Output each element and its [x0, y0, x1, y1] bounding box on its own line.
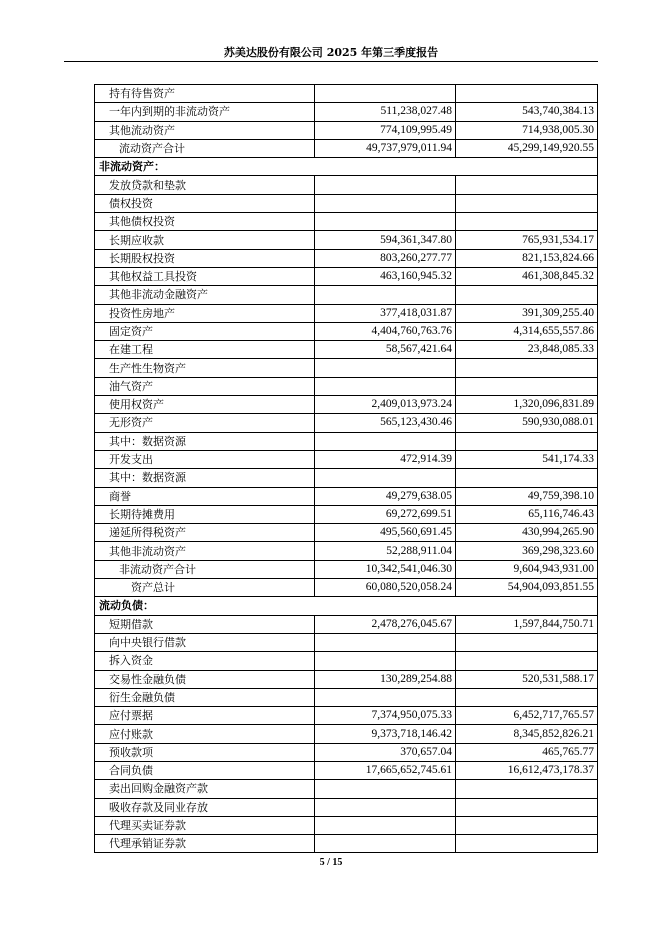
- row-label: 油气资产: [95, 377, 315, 395]
- value-prior-period: 49,759,398.10: [456, 487, 598, 505]
- value-prior-period: [456, 359, 598, 377]
- value-prior-period: [456, 816, 598, 834]
- row-label: 开发支出: [95, 450, 315, 468]
- balance-sheet-body: [95, 85, 598, 853]
- value-current-period: 594,361,347.80: [315, 231, 456, 249]
- value-current-period: 2,409,013,973.24: [315, 396, 456, 414]
- table-row: [95, 267, 598, 285]
- value-prior-period: 520,531,588.17: [456, 670, 598, 688]
- row-label: 拆入资金: [95, 652, 315, 670]
- table-row: [95, 396, 598, 414]
- value-prior-period: [456, 176, 598, 194]
- value-prior-period: 1,320,096,831.89: [456, 396, 598, 414]
- table-row: [95, 615, 598, 633]
- value-current-period: [315, 816, 456, 834]
- balance-sheet-table: [94, 84, 598, 853]
- table-row: [95, 249, 598, 267]
- table-row: [95, 322, 598, 340]
- table-row: [95, 469, 598, 487]
- report-header-title: 苏美达股份有限公司 2025 年第三季度报告: [223, 46, 439, 59]
- value-prior-period: 465,765.77: [456, 743, 598, 761]
- value-current-period: 803,260,277.77: [315, 249, 456, 267]
- value-prior-period: [456, 835, 598, 853]
- value-current-period: [315, 194, 456, 212]
- table-row: [95, 103, 598, 121]
- section-title: 流动负债：: [95, 597, 598, 615]
- value-prior-period: [456, 194, 598, 212]
- row-label: 使用权资产: [95, 396, 315, 414]
- value-prior-period: 4,314,655,557.86: [456, 322, 598, 340]
- table-row: [95, 194, 598, 212]
- value-prior-period: 9,604,943,931.00: [456, 560, 598, 578]
- table-row: [95, 286, 598, 304]
- value-current-period: 472,914.39: [315, 450, 456, 468]
- row-label: 递延所得税资产: [95, 524, 315, 542]
- table-row: [95, 377, 598, 395]
- table-row: [95, 743, 598, 761]
- value-current-period: 10,342,541,046.30: [315, 560, 456, 578]
- row-label: 一年内到期的非流动资产: [95, 103, 315, 121]
- row-label: 合同负债: [95, 761, 315, 779]
- row-label: 流动资产合计: [95, 139, 315, 157]
- section-header-row: [95, 597, 598, 615]
- row-label: 短期借款: [95, 615, 315, 633]
- value-prior-period: 765,931,534.17: [456, 231, 598, 249]
- value-current-period: 60,080,520,058.24: [315, 579, 456, 597]
- table-row: [95, 524, 598, 542]
- value-current-period: 4,404,760,763.76: [315, 322, 456, 340]
- table-row: [95, 231, 598, 249]
- table-row: [95, 414, 598, 432]
- value-prior-period: [456, 85, 598, 103]
- row-label: 其他流动资产: [95, 121, 315, 139]
- table-row: [95, 725, 598, 743]
- row-label: 长期待摊费用: [95, 505, 315, 523]
- value-current-period: 511,238,027.48: [315, 103, 456, 121]
- row-label: 长期股权投资: [95, 249, 315, 267]
- value-prior-period: 65,116,746.43: [456, 505, 598, 523]
- value-current-period: [315, 688, 456, 706]
- value-prior-period: [456, 469, 598, 487]
- row-label: 向中央银行借款: [95, 633, 315, 651]
- table-row: [95, 176, 598, 194]
- value-current-period: [315, 469, 456, 487]
- section-title: 非流动资产：: [95, 158, 598, 176]
- table-row: [95, 633, 598, 651]
- row-label: 非流动资产合计: [95, 560, 315, 578]
- row-label: 预收款项: [95, 743, 315, 761]
- row-label: 无形资产: [95, 414, 315, 432]
- value-prior-period: [456, 286, 598, 304]
- row-label: 其中：数据资源: [95, 432, 315, 450]
- row-label: 长期应收款: [95, 231, 315, 249]
- table-row: [95, 487, 598, 505]
- value-current-period: [315, 780, 456, 798]
- row-label: 发放贷款和垫款: [95, 176, 315, 194]
- value-prior-period: [456, 633, 598, 651]
- value-current-period: 130,289,254.88: [315, 670, 456, 688]
- value-prior-period: 8,345,852,826.21: [456, 725, 598, 743]
- value-current-period: [315, 286, 456, 304]
- row-label: 资产总计: [95, 579, 315, 597]
- value-current-period: [315, 176, 456, 194]
- value-current-period: 58,567,421.64: [315, 341, 456, 359]
- table-row: [95, 835, 598, 853]
- page-number: 5 / 15: [319, 857, 343, 868]
- value-prior-period: 461,308,845.32: [456, 267, 598, 285]
- table-row: [95, 798, 598, 816]
- row-label: 卖出回购金融资产款: [95, 780, 315, 798]
- row-label: 应付账款: [95, 725, 315, 743]
- value-prior-period: 430,994,265.90: [456, 524, 598, 542]
- value-prior-period: 23,848,085.33: [456, 341, 598, 359]
- table-row: [95, 652, 598, 670]
- row-label: 在建工程: [95, 341, 315, 359]
- header-divider: [64, 61, 598, 62]
- table-row: [95, 542, 598, 560]
- value-current-period: [315, 359, 456, 377]
- row-label: 应付票据: [95, 707, 315, 725]
- value-current-period: [315, 835, 456, 853]
- value-prior-period: [456, 688, 598, 706]
- value-current-period: [315, 213, 456, 231]
- value-current-period: [315, 85, 456, 103]
- value-prior-period: 369,298,323.60: [456, 542, 598, 560]
- value-current-period: 774,109,995.49: [315, 121, 456, 139]
- row-label: 其他非流动资产: [95, 542, 315, 560]
- value-current-period: [315, 432, 456, 450]
- value-current-period: [315, 633, 456, 651]
- table-row: [95, 121, 598, 139]
- value-current-period: [315, 652, 456, 670]
- value-prior-period: 45,299,149,920.55: [456, 139, 598, 157]
- table-row: [95, 341, 598, 359]
- row-label: 其他非流动金融资产: [95, 286, 315, 304]
- value-prior-period: 6,452,717,765.57: [456, 707, 598, 725]
- table-row: [95, 432, 598, 450]
- table-row: [95, 761, 598, 779]
- value-current-period: 69,272,699.51: [315, 505, 456, 523]
- value-current-period: 565,123,430.46: [315, 414, 456, 432]
- table-row: [95, 304, 598, 322]
- table-row: [95, 560, 598, 578]
- value-current-period: 52,288,911.04: [315, 542, 456, 560]
- value-prior-period: [456, 213, 598, 231]
- value-prior-period: [456, 780, 598, 798]
- value-prior-period: [456, 377, 598, 395]
- value-current-period: [315, 377, 456, 395]
- value-prior-period: [456, 432, 598, 450]
- value-prior-period: 541,174.33: [456, 450, 598, 468]
- value-prior-period: 1,597,844,750.71: [456, 615, 598, 633]
- value-current-period: 9,373,718,146.42: [315, 725, 456, 743]
- row-label: 固定资产: [95, 322, 315, 340]
- row-label: 其他权益工具投资: [95, 267, 315, 285]
- section-header-row: [95, 158, 598, 176]
- row-label: 衍生金融负债: [95, 688, 315, 706]
- row-label: 生产性生物资产: [95, 359, 315, 377]
- row-label: 商誉: [95, 487, 315, 505]
- value-prior-period: 714,938,005.30: [456, 121, 598, 139]
- value-prior-period: [456, 798, 598, 816]
- value-prior-period: 16,612,473,178.37: [456, 761, 598, 779]
- table-row: [95, 85, 598, 103]
- row-label: 其中：数据资源: [95, 469, 315, 487]
- value-current-period: 370,657.04: [315, 743, 456, 761]
- value-current-period: [315, 798, 456, 816]
- value-prior-period: 543,740,384.13: [456, 103, 598, 121]
- row-label: 其他债权投资: [95, 213, 315, 231]
- row-label: 代理承销证券款: [95, 835, 315, 853]
- value-current-period: 495,560,691.45: [315, 524, 456, 542]
- value-prior-period: 54,904,093,851.55: [456, 579, 598, 597]
- table-row: [95, 816, 598, 834]
- table-row: [95, 579, 598, 597]
- table-row: [95, 780, 598, 798]
- table-row: [95, 213, 598, 231]
- value-prior-period: [456, 652, 598, 670]
- row-label: 投资性房地产: [95, 304, 315, 322]
- row-label: 吸收存款及同业存放: [95, 798, 315, 816]
- table-row: [95, 139, 598, 157]
- value-current-period: 17,665,652,745.61: [315, 761, 456, 779]
- value-current-period: 49,279,638.05: [315, 487, 456, 505]
- table-row: [95, 670, 598, 688]
- value-prior-period: 590,930,088.01: [456, 414, 598, 432]
- table-row: [95, 688, 598, 706]
- value-current-period: 7,374,950,075.33: [315, 707, 456, 725]
- row-label: 代理买卖证券款: [95, 816, 315, 834]
- value-current-period: 49,737,979,011.94: [315, 139, 456, 157]
- row-label: 债权投资: [95, 194, 315, 212]
- value-current-period: 463,160,945.32: [315, 267, 456, 285]
- table-row: [95, 450, 598, 468]
- value-prior-period: 821,153,824.66: [456, 249, 598, 267]
- table-row: [95, 359, 598, 377]
- table-row: [95, 505, 598, 523]
- row-label: 持有待售资产: [95, 85, 315, 103]
- value-prior-period: 391,309,255.40: [456, 304, 598, 322]
- table-row: [95, 707, 598, 725]
- value-current-period: 377,418,031.87: [315, 304, 456, 322]
- row-label: 交易性金融负债: [95, 670, 315, 688]
- value-current-period: 2,478,276,045.67: [315, 615, 456, 633]
